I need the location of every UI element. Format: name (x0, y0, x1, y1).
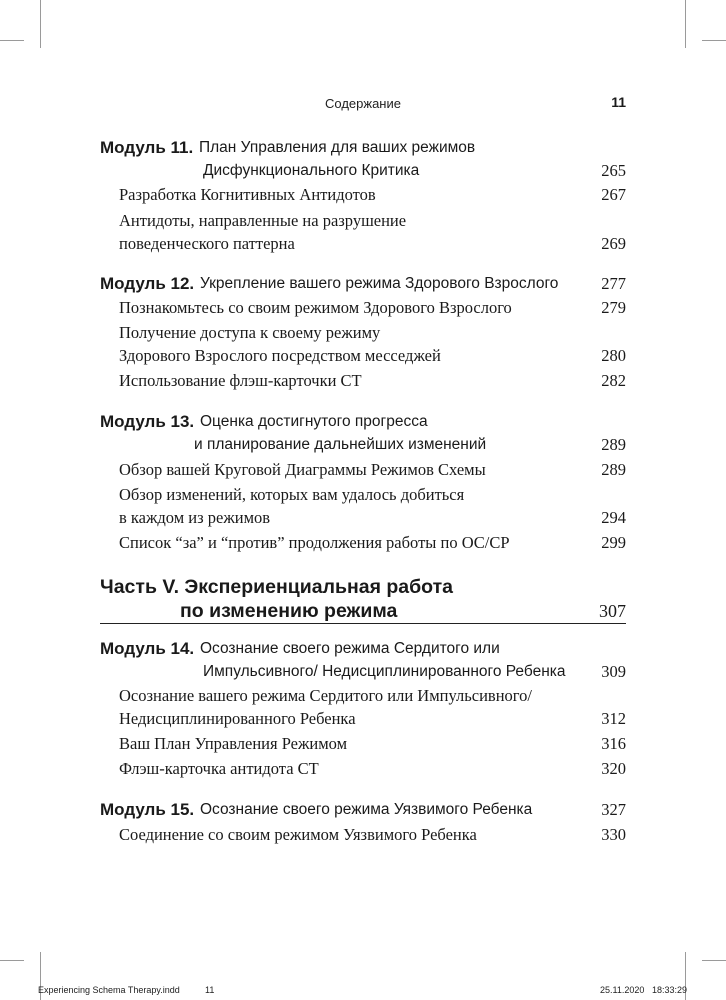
page-ref: 327 (601, 800, 626, 819)
module-heading[interactable] (0, 798, 726, 822)
slug-page: 11 (205, 985, 215, 995)
toc-entry[interactable] (0, 209, 726, 233)
module-title-line: Укрепление вашего режима Здорового Взрослого (200, 275, 559, 292)
toc-entry[interactable] (0, 684, 726, 708)
entry-title: Соединение со своим режимом Уязвимого Ребенка (119, 825, 477, 844)
module-heading-cont[interactable] (0, 660, 726, 684)
page-ref: 280 (601, 346, 626, 365)
module-title-line: Оценка достигнутого прогресса (200, 413, 428, 430)
slug-filename: Experiencing Schema Therapy.indd (38, 985, 180, 995)
module-heading[interactable] (0, 272, 726, 296)
module-title-line: Осознание своего режима Уязвимого Ребенка (200, 801, 533, 818)
entry-title: Получение доступа к своему режиму (119, 323, 381, 342)
toc-entry-cont[interactable] (0, 232, 726, 256)
module-heading-cont[interactable] (0, 159, 726, 183)
module-label: Модуль 12. (100, 274, 195, 293)
module-title-line: Импульсивного/ Недисциплинированного Ребенка (203, 663, 566, 680)
toc-entry[interactable] (0, 823, 726, 847)
toc-entry[interactable] (0, 732, 726, 756)
page-ref: 309 (601, 662, 626, 681)
slug-time: 18:33:29 (652, 985, 688, 995)
entry-title: Здорового Взрослого посредством месседжей (119, 346, 441, 365)
page-ref: 289 (601, 460, 626, 479)
module-title-line: и планирование дальнейших изменений (194, 436, 487, 453)
module-label: Модуль 14. (100, 639, 195, 658)
module-title-line: Осознание своего режима Сердитого или (200, 640, 500, 657)
page-ref: 294 (601, 508, 626, 527)
module-label: Модуль 15. (100, 800, 195, 819)
page-ref: 289 (601, 435, 626, 454)
module-heading[interactable] (0, 637, 726, 661)
page-ref: 277 (601, 274, 626, 293)
page-ref: 316 (601, 734, 626, 753)
page-ref: 269 (601, 234, 626, 253)
module-title-line: План Управления для ваших режимов (199, 139, 476, 156)
toc-entry[interactable] (0, 483, 726, 507)
toc-entry[interactable] (0, 369, 726, 393)
entry-title: Обзор вашей Круговой Диаграммы Режимов Схемы (119, 460, 486, 479)
page-ref: 282 (601, 371, 626, 390)
toc-entry[interactable] (0, 321, 726, 345)
toc-entry[interactable] (0, 296, 726, 320)
toc-entry-cont[interactable] (0, 506, 726, 530)
page-ref: 279 (601, 298, 626, 317)
page-header-title: Содержание (325, 96, 401, 111)
part-divider (100, 623, 626, 624)
entry-title: Осознание вашего режима Сердитого или Импульсивного/ (119, 686, 532, 705)
toc-entry[interactable] (0, 183, 726, 207)
entry-title: Антидоты, направленные на разрушение (119, 211, 407, 230)
module-heading-cont[interactable] (0, 433, 726, 457)
toc-entry[interactable] (0, 757, 726, 781)
part-heading-cont[interactable] (0, 597, 726, 625)
entry-title: Обзор изменений, которых вам удалось добиться (119, 485, 465, 504)
module-label: Модуль 13. (100, 412, 195, 431)
entry-title: Список “за” и “против” продолжения работы по ОС/СР (119, 533, 510, 552)
module-heading[interactable] (0, 410, 726, 434)
entry-title: Использование флэш-карточки СТ (119, 371, 362, 390)
page-ref: 265 (601, 161, 626, 180)
module-label: Модуль 11. (100, 138, 194, 157)
entry-title: Ваш План Управления Режимом (119, 734, 348, 753)
page-number: 11 (611, 94, 626, 110)
page-ref: 330 (601, 825, 626, 844)
module-heading[interactable] (0, 136, 726, 160)
page-ref: 307 (599, 601, 626, 621)
entry-title: в каждом из режимов (119, 508, 271, 527)
page-ref: 320 (601, 759, 626, 778)
entry-title: поведенческого паттерна (119, 234, 295, 253)
toc-entry[interactable] (0, 531, 726, 555)
part-title-line: Часть V. Экспериенциальная работа (100, 576, 453, 598)
toc-entry-cont[interactable] (0, 707, 726, 731)
entry-title: Разработка Когнитивных Антидотов (119, 185, 376, 204)
page-ref: 312 (601, 709, 626, 728)
page-ref: 299 (601, 533, 626, 552)
slug-date: 25.11.2020 (600, 985, 645, 995)
entry-title: Недисциплинированного Ребенка (119, 709, 356, 728)
toc-entry[interactable] (0, 458, 726, 482)
page-ref: 267 (601, 185, 626, 204)
toc-entry-cont[interactable] (0, 344, 726, 368)
entry-title: Познакомьтесь со своим режимом Здорового Взрослого (119, 298, 512, 317)
module-title-line: Дисфункционального Критика (203, 162, 420, 179)
part-title-line: по изменению режима (180, 600, 398, 622)
entry-title: Флэш-карточка антидота СТ (119, 759, 319, 778)
